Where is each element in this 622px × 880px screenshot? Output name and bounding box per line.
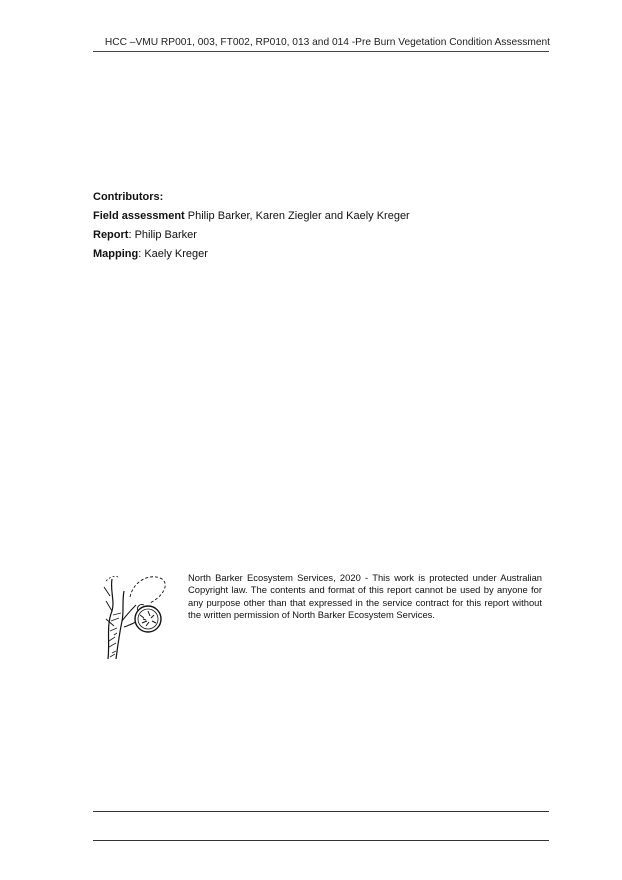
header-rule — [93, 51, 549, 52]
copyright-notice: North Barker Ecosystem Services, 2020 - This work is protected under Australian Copyright law. The contents and format of this report cannot be used by anyone for any purpose other than that expressed in the service contract for this report without the written permission of North Barker Ecosystem Services. — [188, 572, 542, 620]
field-assessment-label: Field assessment — [93, 210, 185, 222]
field-assessment-value: Philip Barker, Karen Ziegler and Kaely Kreger — [184, 210, 410, 222]
contributors-heading: Contributors: — [93, 191, 164, 203]
mapping-label: Mapping — [93, 248, 139, 260]
mapping-value: : Kaely Kreger — [138, 248, 208, 260]
footer-rule-top — [93, 811, 549, 812]
north-barker-tree-logo-icon — [100, 571, 182, 661]
page-header-title: HCC –VMU RP001, 003, FT002, RP010, 013 and 014 -Pre Burn Vegetation Condition Assessment — [104, 37, 550, 48]
field-assessment-line — [93, 207, 410, 226]
mapping-line — [93, 245, 410, 264]
report-label: Report — [93, 229, 129, 241]
footer-rule-bottom — [93, 840, 549, 841]
report-line — [93, 226, 410, 245]
contributors-section — [93, 188, 410, 264]
report-value: : Philip Barker — [128, 229, 197, 241]
